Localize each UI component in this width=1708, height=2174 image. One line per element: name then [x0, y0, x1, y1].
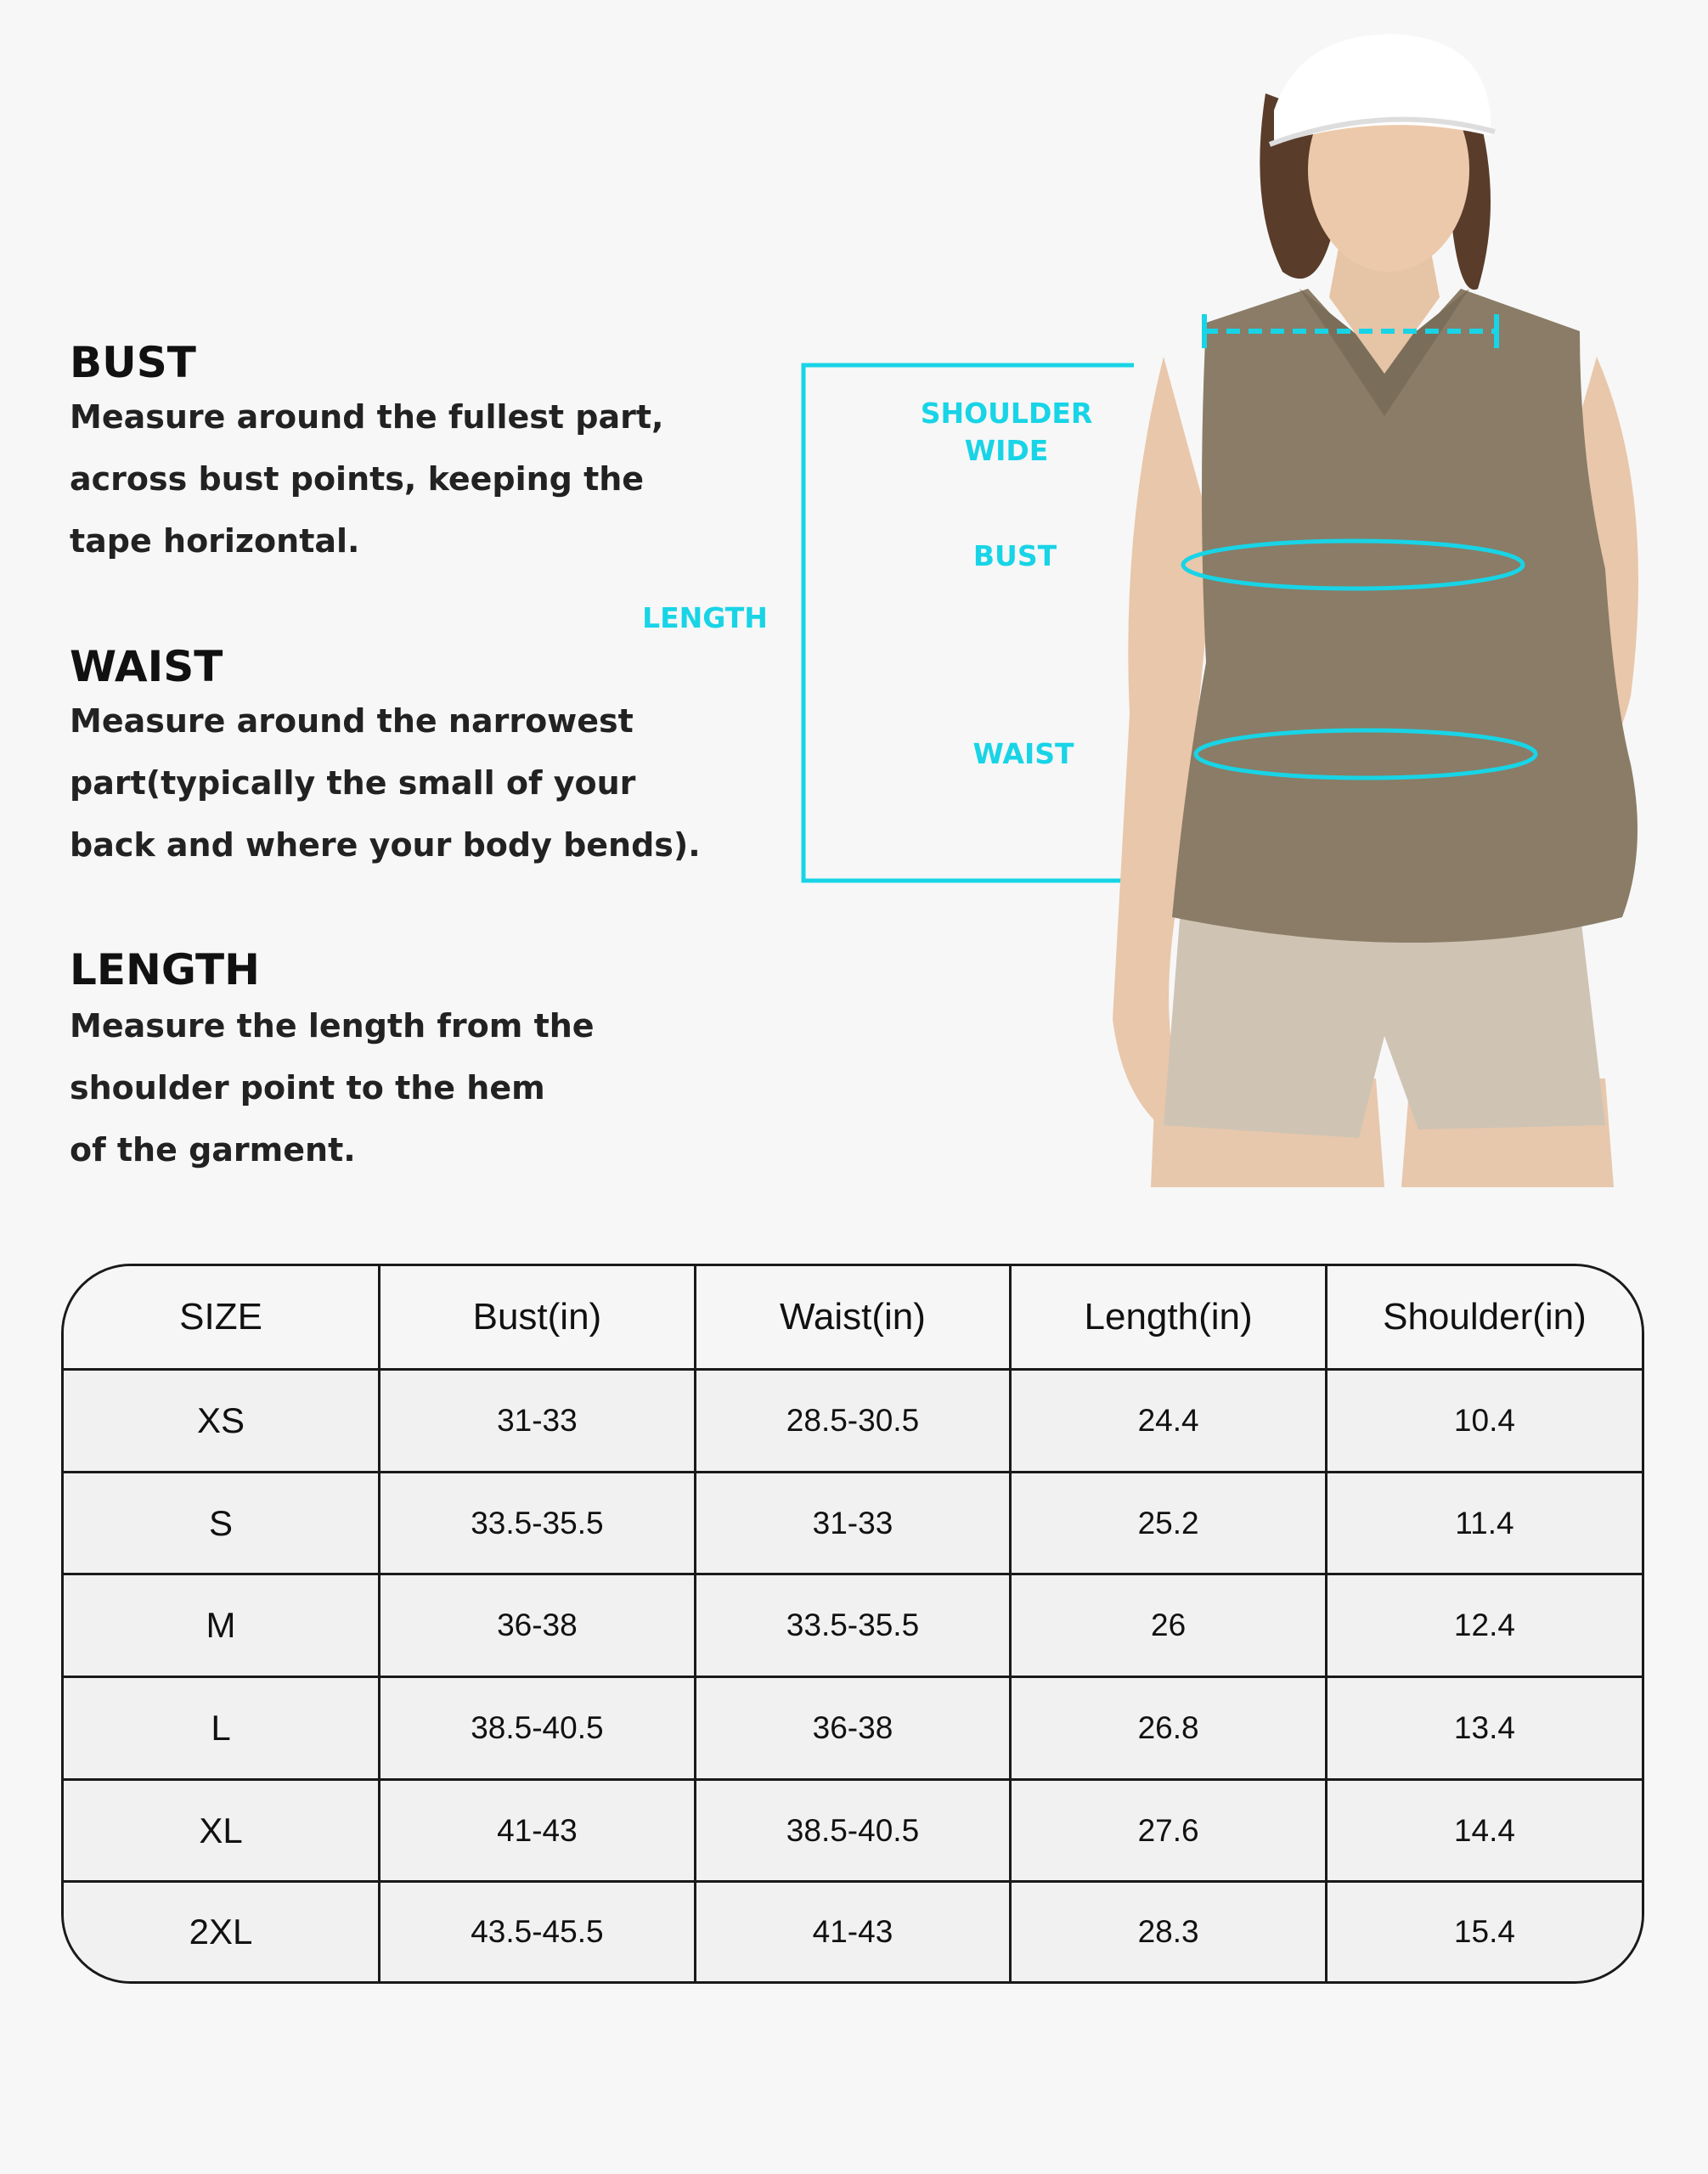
shoulder-cell: 13.4 [1326, 1677, 1642, 1780]
waist-cell: 41-43 [695, 1882, 1011, 1981]
size-cell: XS [64, 1370, 380, 1473]
bust-label: BUST [972, 539, 1057, 572]
size-cell: XL [64, 1779, 380, 1882]
bust-title: BUST [70, 338, 196, 387]
bust-cell: 31-33 [380, 1370, 696, 1473]
header-size: SIZE [64, 1266, 380, 1370]
length-cell: 27.6 [1011, 1779, 1327, 1882]
length-description: Measure the length from the shoulder point to the hem of the garment. [70, 1007, 595, 1169]
length-title: LENGTH [70, 945, 260, 994]
table-row [64, 1574, 1642, 1677]
shoulder-cell: 11.4 [1326, 1472, 1642, 1574]
length-cell: 24.4 [1011, 1370, 1327, 1473]
shoulder-cell: 12.4 [1326, 1574, 1642, 1677]
bust-cell: 41-43 [380, 1779, 696, 1882]
header-bust: Bust(in) [380, 1266, 696, 1370]
header-shoulder: Shoulder(in) [1326, 1266, 1642, 1370]
length-label: LENGTH [642, 601, 768, 634]
waist-title: WAIST [70, 642, 223, 691]
waist-cell: 36-38 [695, 1677, 1011, 1780]
model-photo [1104, 17, 1656, 1189]
table-header-row [64, 1266, 1642, 1370]
size-chart-table [61, 1264, 1644, 1984]
waist-cell: 28.5-30.5 [695, 1370, 1011, 1473]
size-cell: L [64, 1677, 380, 1780]
size-cell: S [64, 1472, 380, 1574]
bust-cell: 33.5-35.5 [380, 1472, 696, 1574]
waist-description: Measure around the narrowest part(typically the small of your back and where your body bends). [70, 702, 701, 864]
shoulder-cell: 10.4 [1326, 1370, 1642, 1473]
table-row [64, 1882, 1642, 1981]
bust-cell: 38.5-40.5 [380, 1677, 696, 1780]
waist-label: WAIST [972, 737, 1074, 770]
shoulder-wide-label: SHOULDER WIDE [920, 397, 1093, 467]
size-cell: 2XL [64, 1882, 380, 1981]
waist-cell: 33.5-35.5 [695, 1574, 1011, 1677]
size-cell: M [64, 1574, 380, 1677]
bust-cell: 36-38 [380, 1574, 696, 1677]
header-waist: Waist(in) [695, 1266, 1011, 1370]
waist-cell: 31-33 [695, 1472, 1011, 1574]
header-length: Length(in) [1011, 1266, 1327, 1370]
bust-cell: 43.5-45.5 [380, 1882, 696, 1981]
shoulder-cell: 15.4 [1326, 1882, 1642, 1981]
length-cell: 26.8 [1011, 1677, 1327, 1780]
table-row [64, 1370, 1642, 1473]
length-cell: 28.3 [1011, 1882, 1327, 1981]
shoulder-cell: 14.4 [1326, 1779, 1642, 1882]
waist-cell: 38.5-40.5 [695, 1779, 1011, 1882]
length-cell: 26 [1011, 1574, 1327, 1677]
bust-description: Measure around the fullest part, across bust points, keeping the tape horizontal. [70, 398, 664, 560]
length-cell: 25.2 [1011, 1472, 1327, 1574]
table-row [64, 1677, 1642, 1780]
table-row [64, 1779, 1642, 1882]
table-row [64, 1472, 1642, 1574]
